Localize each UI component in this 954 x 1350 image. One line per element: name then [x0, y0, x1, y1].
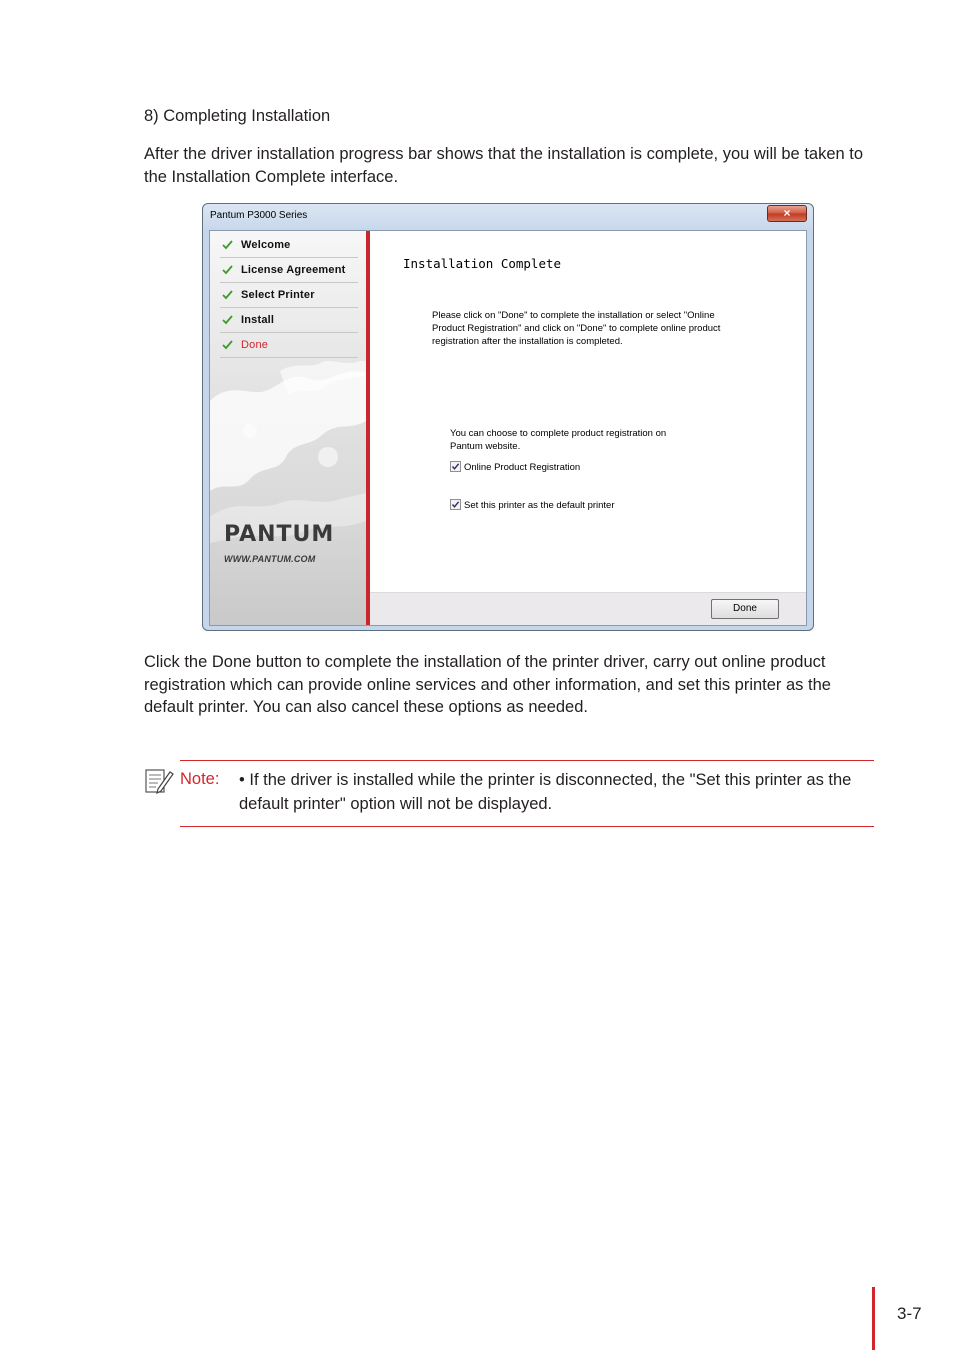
close-button[interactable]	[767, 205, 807, 222]
complete-message: Please click on "Done" to complete the installation or select "Online Product Registration" and click on "Done" to complete online product registration after the installation is completed.	[432, 310, 721, 347]
intro-paragraph: After the driver installation progress bar shows that the installation is complete, you will be taken to the Installation Complete interface.	[144, 145, 864, 186]
installation-complete-heading: Installation Complete	[403, 256, 562, 271]
checkmark-icon	[451, 462, 460, 471]
default-printer-option[interactable]	[450, 499, 615, 511]
checkmark-icon	[451, 500, 460, 509]
done-button[interactable]: Done	[711, 599, 779, 619]
step-welcome	[220, 233, 358, 258]
check-icon	[222, 289, 233, 300]
note-bottom-rule	[180, 826, 874, 827]
step-label: Welcome	[241, 239, 291, 251]
step-heading: 8) Completing Installation	[144, 107, 331, 125]
dialog-title: Pantum P3000 Series	[210, 210, 308, 221]
online-registration-checkbox[interactable]	[450, 461, 461, 472]
check-icon	[222, 339, 233, 350]
check-icon	[222, 239, 233, 250]
dialog-client-area	[209, 230, 807, 626]
check-icon	[222, 264, 233, 275]
note-text: • If the driver is installed while the printer is disconnected, the "Set this printer as the default printer" option will not be displayed.	[239, 771, 852, 813]
pantum-logo: PANTUM	[224, 522, 335, 547]
step-license-agreement	[220, 258, 358, 283]
step-label: Select Printer	[241, 289, 315, 301]
note-icon	[144, 767, 174, 795]
installer-dialog-screenshot	[202, 203, 814, 631]
step-label: Done	[241, 339, 269, 351]
steps-list	[220, 233, 358, 358]
page-number-rule	[872, 1287, 875, 1350]
step-install	[220, 308, 358, 333]
registration-message: You can choose to complete product registration on Pantum website.	[450, 428, 667, 452]
pantum-url: WWW.PANTUM.COM	[224, 554, 316, 564]
dialog-main-panel	[370, 231, 806, 625]
steps-sidebar	[210, 231, 366, 625]
check-icon	[222, 314, 233, 325]
online-registration-label: Online Product Registration	[464, 462, 581, 473]
page-number: 3-7	[897, 1304, 922, 1323]
dialog-footer	[370, 592, 806, 626]
description-paragraph: Click the Done button to complete the installation of the printer driver, carry out online product registration which can provide online services and other information, and set this printer as the default printer. You can also cancel these options as needed.	[144, 653, 831, 716]
step-label: Install	[241, 314, 275, 326]
note-top-rule	[180, 760, 874, 761]
step-select-printer	[220, 283, 358, 308]
online-registration-option[interactable]	[450, 461, 580, 473]
step-label: License Agreement	[241, 264, 346, 276]
default-printer-checkbox[interactable]	[450, 499, 461, 510]
close-icon: ×	[783, 206, 791, 220]
default-printer-label: Set this printer as the default printer	[464, 500, 615, 511]
step-done	[220, 333, 358, 358]
note-label: Note:	[180, 770, 220, 788]
